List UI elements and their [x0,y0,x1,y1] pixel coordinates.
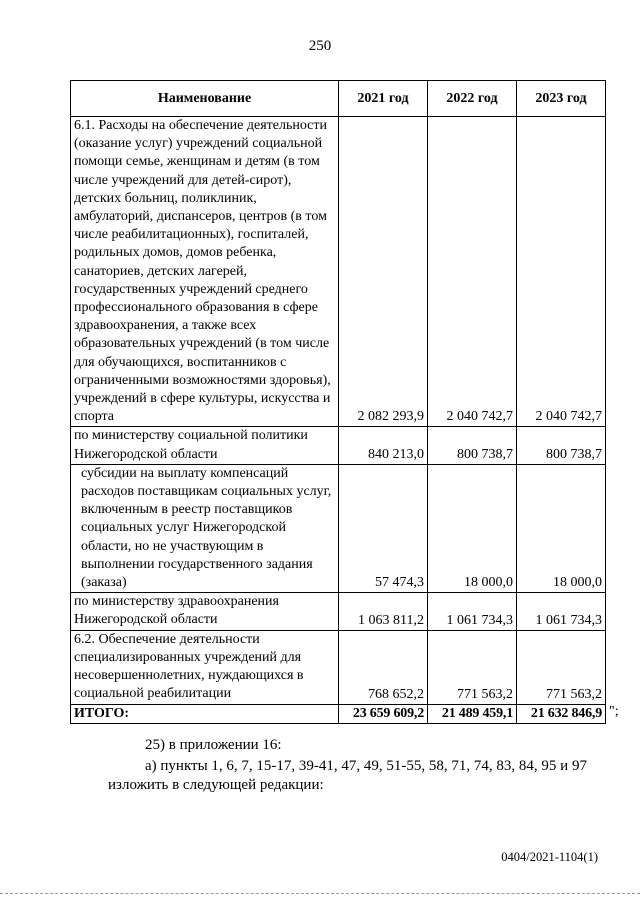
document-code: 0404/2021-1104(1) [501,850,598,864]
row-value-2023: 2 040 742,7 [517,117,606,427]
header-name: Наименование [71,81,339,117]
row-value-2022: 771 563,2 [428,630,517,704]
row-value-2022: 1 061 734,3 [428,593,517,630]
budget-table [70,80,606,724]
table-row [71,464,606,592]
row-value-2021: 1 063 811,2 [339,593,428,630]
table-row [71,117,606,427]
total-label: ИТОГО: [71,704,339,723]
row-value-2022: 800 738,7 [428,427,517,464]
row-value-2022: 18 000,0 [428,464,517,592]
header-2023: 2023 год [517,81,606,117]
row-value-2023: 800 738,7 [517,427,606,464]
total-value-2023: 21 632 846,9 [517,704,606,723]
paragraph-edition: изложить в следующей редакции: [108,777,324,793]
table-row [71,593,606,630]
paragraph-appendix: 25) в приложении 16: [145,737,282,753]
page-number: 250 [308,38,332,54]
row-value-2023: 18 000,0 [517,464,606,592]
total-value-2021: 23 659 609,2 [339,704,428,723]
header-2021: 2021 год [339,81,428,117]
closing-quote: "; [609,704,619,719]
row-name: по министерству социальной политики Нижегородской области [71,427,339,464]
total-value-2022: 21 489 459,1 [428,704,517,723]
row-name: субсидии на выплату компенсаций расходов поставщикам социальных услуг, включенным в реестр поставщиков социальных услуг Нижегородской области, но не участвующим в выполнении государственного задания (заказа) [71,464,339,592]
row-name: по министерству здравоохранения Нижегородской области [71,593,339,630]
table-header-row [71,81,606,117]
row-name: 6.2. Обеспечение деятельности специализированных учреждений для несовершеннолетних, нуждающихся в социальной реабилитации [71,630,339,704]
row-value-2021: 768 652,2 [339,630,428,704]
header-2022: 2022 год [428,81,517,117]
total-row [71,704,606,723]
row-value-2021: 840 213,0 [339,427,428,464]
row-value-2021: 2 082 293,9 [339,117,428,427]
scan-edge-line [0,893,640,894]
row-value-2021: 57 474,3 [339,464,428,592]
row-value-2023: 1 061 734,3 [517,593,606,630]
table-row [71,630,606,704]
row-name: 6.1. Расходы на обеспечение деятельности (оказание услуг) учреждений социальной помощи семье, женщинам и детям (в том числе учреждений для детей-сирот), детских больниц, поликлиник, амбулаторий, диспансеров, центров (в том числе реабилитационных), госпиталей, родильных домов, домов ребенка, санаториев, детских лагерей, государственных учреждений среднего профессионального образования в сфере здравоохранения, а также всех образовательных учреждений (в том числе для обучающихся, воспитанников с ограниченными возможностями здоровья), учреждений в сфере культуры, искусства и спорта [71,117,339,427]
row-value-2023: 771 563,2 [517,630,606,704]
table-row [71,427,606,464]
row-value-2022: 2 040 742,7 [428,117,517,427]
paragraph-items: а) пункты 1, 6, 7, 15-17, 39-41, 47, 49, 51-55, 58, 71, 74, 83, 84, 95 и 97 [145,758,587,774]
